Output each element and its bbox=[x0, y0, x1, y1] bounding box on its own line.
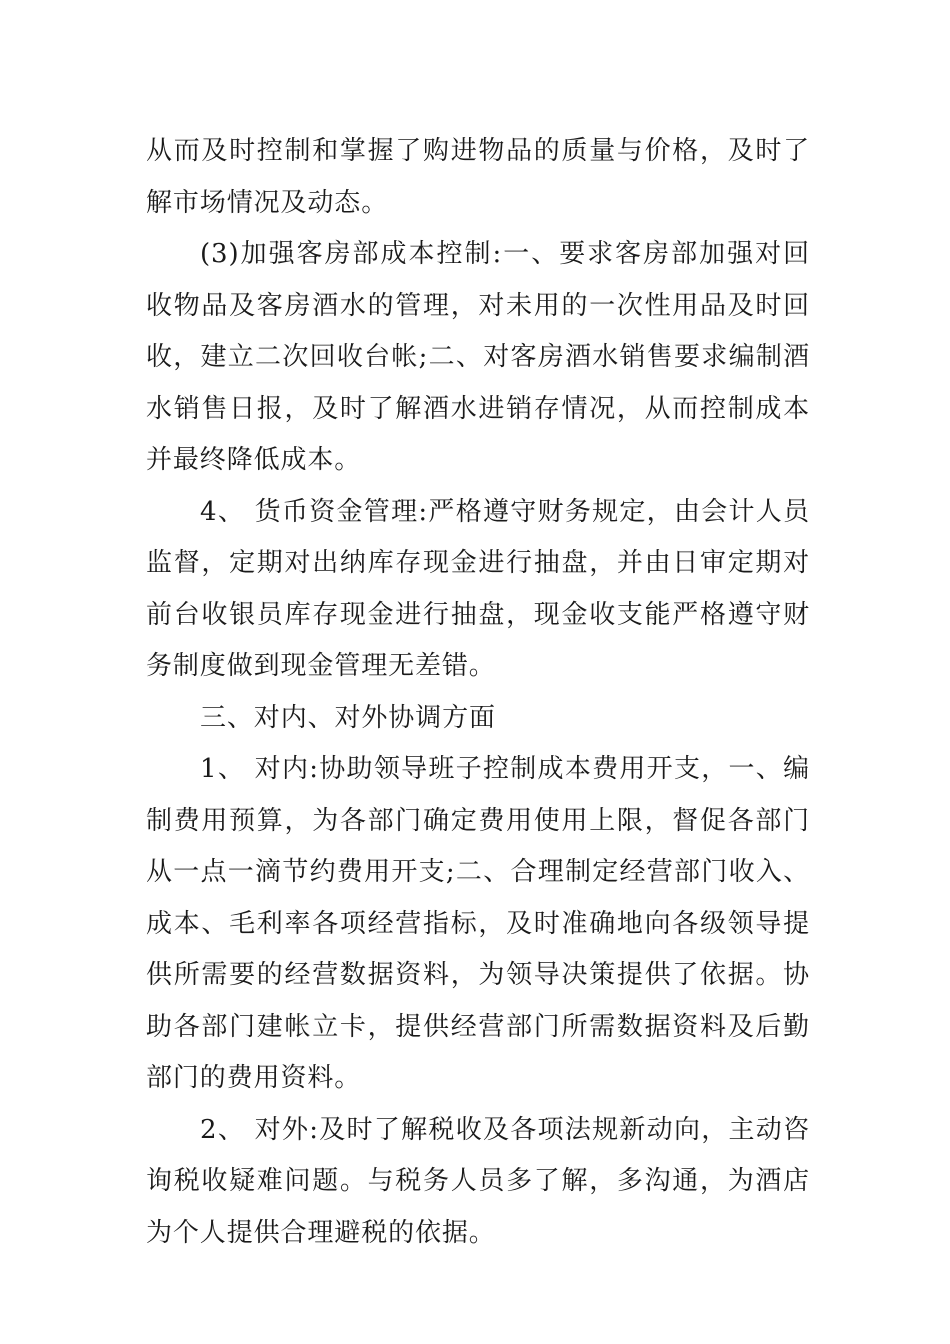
section-heading-coordination: 三、对内、对外协调方面 bbox=[200, 702, 496, 733]
paragraph-housekeeping-cost-control: (3)加强客房部成本控制:一、要求客房部加强对回收物品及客房酒水的管理，对未用的一次性用品及时回收，建立二次回收台帐;二、对客房酒水销售要求编制酒水销售日报，及时了解酒水进销存情况，从而控制成本并最终降低成本。 bbox=[146, 239, 810, 475]
document-body bbox=[146, 126, 810, 1259]
paragraph-internal-coordination: 1、 对内:协助领导班子控制成本费用开支，一、编制费用预算，为各部门确定费用使用上限，督促各部门从一点一滴节约费用开支;二、合理制定经营部门收入、成本、毛利率各项经营指标，及时准确地向各级领导提供所需要的经营数据资料，为领导决策提供了依据。协助各部门建帐立卡，提供经营部门所需数据资料及后勤部门的费用资料。 bbox=[146, 754, 810, 1093]
paragraph-cash-management: 4、 货币资金管理:严格遵守财务规定，由会计人员监督，定期对出纳库存现金进行抽盘，并由日审定期对前台收银员库存现金进行抽盘，现金收支能严格遵守财务制度做到现金管理无差错。 bbox=[146, 496, 810, 681]
paragraph-purchase-control-continued: 从而及时控制和掌握了购进物品的质量与价格，及时了解市场情况及动态。 bbox=[146, 136, 810, 218]
paragraph-external-coordination: 2、 对外:及时了解税收及各项法规新动向，主动咨询税收疑难问题。与税务人员多了解，多沟通，为酒店为个人提供合理避税的依据。 bbox=[146, 1114, 810, 1248]
